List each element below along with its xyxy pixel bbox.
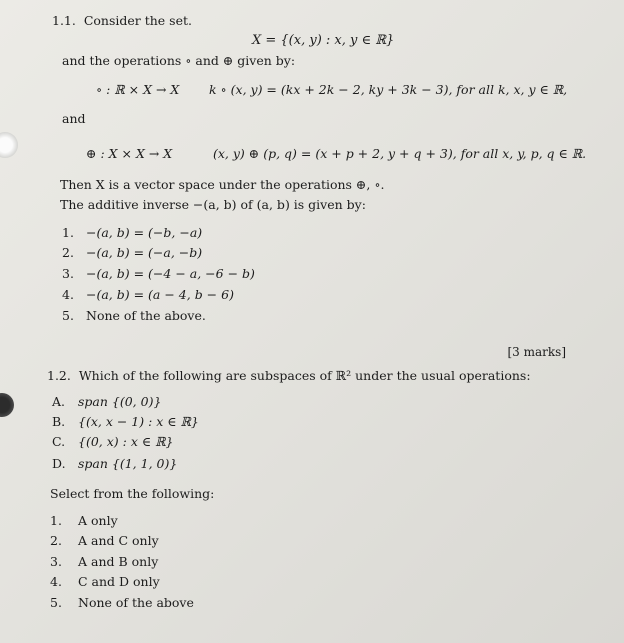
q1-option-3: 3. −(a, b) = (−4 − a, −6 − b) <box>62 266 255 281</box>
punch-hole-dark <box>0 393 14 417</box>
operations-intro: and the operations ∘ and ⊕ given by: <box>62 53 296 68</box>
q2-option-3: 3. A and B only <box>50 554 159 569</box>
q2-item-a: A. span {(0, 0)} <box>52 394 162 409</box>
q1-option-2: 2. −(a, b) = (−a, −b) <box>62 245 203 260</box>
q1-question: The additive inverse −(a, b) of (a, b) is given by: <box>60 197 366 212</box>
vector-space-statement: Then X is a vector space under the operations ⊕, ∘. <box>60 177 385 192</box>
q1-option-1: 1. −(a, b) = (−b, −a) <box>62 225 203 240</box>
q1-intro: Consider the set. <box>83 13 192 28</box>
op2-signature: ⊕ : X × X → X <box>86 146 173 161</box>
punch-hole <box>0 132 18 158</box>
q2-number: 1.2. <box>47 368 71 383</box>
q2-item-c: C. {(0, x) : x ∈ ℝ} <box>52 434 174 449</box>
q1-option-5: 5. None of the above. <box>62 308 206 323</box>
q2-item-d: D. span {(1, 1, 0)} <box>52 456 178 471</box>
marks-label: [3 marks] <box>507 345 566 359</box>
q2-option-4: 4. C and D only <box>50 574 160 589</box>
and-word: and <box>62 111 86 126</box>
op1-definition: k ∘ (x, y) = (kx + 2k − 2, ky + 3k − 3), for all k, x, y ∈ ℝ, <box>209 82 568 97</box>
set-definition: X = {(x, y) : x, y ∈ ℝ} <box>252 33 395 48</box>
q1-option-4: 4. −(a, b) = (a − 4, b − 6) <box>62 287 234 302</box>
select-prompt: Select from the following: <box>50 486 215 501</box>
q2-item-b: B. {(x, x − 1) : x ∈ ℝ} <box>52 414 199 429</box>
q1-header <box>52 13 192 28</box>
q2-header <box>47 368 531 383</box>
q2-option-5: 5. None of the above <box>50 595 194 610</box>
op2-definition: (x, y) ⊕ (p, q) = (x + p + 2, y + q + 3), for all x, y, p, q ∈ ℝ. <box>213 146 587 161</box>
q2-option-1: 1. A only <box>50 513 118 528</box>
q1-number: 1.1. <box>52 13 76 28</box>
op1-signature: ∘ : ℝ × X → X <box>96 82 180 97</box>
q2-question: Which of the following are subspaces of ℝ² under the usual operations: <box>78 368 531 383</box>
q2-option-2: 2. A and C only <box>50 533 159 548</box>
